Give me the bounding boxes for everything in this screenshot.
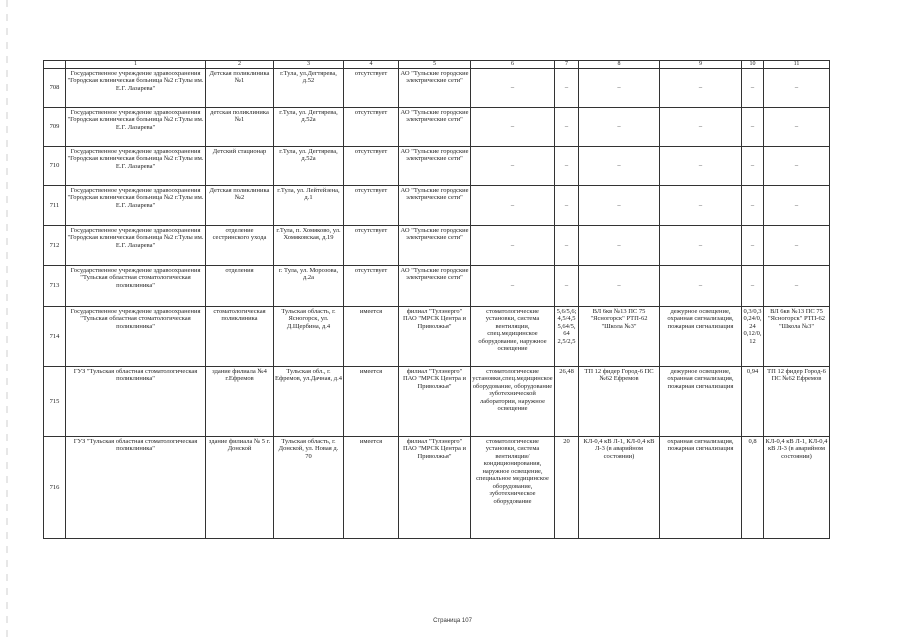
- table-cell: отсутствует: [344, 226, 399, 266]
- table-cell: Государственное учреждение здравоохранения "Городская клиническая больница №2 г.Тулы им. Е.Г. Лазарева": [66, 69, 206, 108]
- table-cell: 20: [555, 437, 579, 539]
- table-cell: ВЛ 6кв №13 ПС 75 "Ясногорск" РТП-62 "Школа №3": [764, 307, 830, 367]
- row-number: 712: [44, 226, 66, 266]
- table-cell: Детский стационар: [206, 147, 274, 186]
- table-cell: –: [764, 108, 830, 147]
- table-cell: ГУЗ "Тульская областная стоматологическая поликлиника": [66, 367, 206, 437]
- header-cell: 1: [66, 61, 206, 69]
- table-cell: –: [764, 266, 830, 307]
- table-cell: Государственное учреждение здравоохранения "Городская клиническая больница №2 г.Тулы им. Е.Г. Лазарева": [66, 147, 206, 186]
- table-cell: отсутствует: [344, 147, 399, 186]
- table-cell: ВЛ 6кв №13 ПС 75 "Ясногорск" РТП-62 "Школа №3": [579, 307, 660, 367]
- table-cell: –: [764, 186, 830, 226]
- table-cell: –: [555, 266, 579, 307]
- table-cell: АО "Тульские городские электрические сети": [399, 108, 471, 147]
- table-cell: АО "Тульские городские электрические сети": [399, 226, 471, 266]
- table-cell: 0,94: [742, 367, 764, 437]
- table-cell: дежурное освещение, охранная сигнализация, пожарная сигнализация: [660, 367, 742, 437]
- header-cell: 4: [344, 61, 399, 69]
- table-cell: –: [660, 69, 742, 108]
- table-cell: стоматологические установки, система вентиляции, спец.медицинское оборудование, наружное освещение: [471, 307, 555, 367]
- table-cell: Тульская область, г. Ясногорск, ул. Д.Щербина, д.4: [274, 307, 344, 367]
- table-cell: г. Тула, ул. Морозова, д.2а: [274, 266, 344, 307]
- table-row: [44, 147, 830, 186]
- row-number: 709: [44, 108, 66, 147]
- table-cell: 0,3/0,3 0,24/0,24 0,12/0,12: [742, 307, 764, 367]
- table-cell: отсутствует: [344, 266, 399, 307]
- table-cell: 0,8: [742, 437, 764, 539]
- header-cell: 5: [399, 61, 471, 69]
- table-cell: Детская поликлиника №1: [206, 69, 274, 108]
- table-cell: –: [471, 266, 555, 307]
- table-cell: Тульская область, г. Донской, ул. Новая д. 70: [274, 437, 344, 539]
- header-cell-index: [44, 61, 66, 69]
- table-cell: –: [742, 226, 764, 266]
- table-row: [44, 307, 830, 367]
- row-number: 714: [44, 307, 66, 367]
- table-cell: –: [555, 147, 579, 186]
- table-cell: г.Тула, ул. Лейтейзена, д.1: [274, 186, 344, 226]
- table-cell: Тульская обл., г. Ефремов, ул.Дачная, д.4: [274, 367, 344, 437]
- table-cell: –: [579, 69, 660, 108]
- table-row: [44, 437, 830, 539]
- table-cell: КЛ-0,4 кВ Л-1, КЛ-0,4 кВ Л-3 (в аварийном состоянии): [579, 437, 660, 539]
- table-cell: –: [660, 147, 742, 186]
- table-row: [44, 266, 830, 307]
- header-cell: 6: [471, 61, 555, 69]
- table-cell: –: [742, 266, 764, 307]
- table-cell: 5,6/5,6; 4,5/4,5 5,64/5,64 2,5/2,5: [555, 307, 579, 367]
- header-cell: 9: [660, 61, 742, 69]
- table-cell: ТП 12 фидер Город-6 ПС №62 Ефремов: [764, 367, 830, 437]
- table-cell: имеется: [344, 367, 399, 437]
- table-cell: Государственное учреждение здравоохранения "Городская клиническая больница №2 г.Тулы им. Е.Г. Лазарева": [66, 186, 206, 226]
- table-cell: –: [579, 108, 660, 147]
- table-cell: –: [471, 147, 555, 186]
- table-cell: дежурное освещение, охранная сигнализация, пожарная сигнализация: [660, 307, 742, 367]
- row-number: 710: [44, 147, 66, 186]
- table-cell: Детская поликлиника №2: [206, 186, 274, 226]
- table-row: [44, 108, 830, 147]
- row-number: 708: [44, 69, 66, 108]
- table-cell: –: [742, 108, 764, 147]
- table-cell: –: [555, 186, 579, 226]
- table-cell: здание филиала № 5 г. Донской: [206, 437, 274, 539]
- table-cell: отсутствует: [344, 186, 399, 226]
- table-cell: АО "Тульские городские электрические сети": [399, 147, 471, 186]
- margin-decoration: [6, 0, 8, 640]
- table-cell: Государственное учреждение здравоохранения "Городская клиническая больница №2 г.Тулы им. Е.Г. Лазарева": [66, 108, 206, 147]
- header-row: [44, 61, 830, 69]
- table-cell: АО "Тульские городские электрические сети": [399, 266, 471, 307]
- table-cell: здание филиала №4 г.Ефремов: [206, 367, 274, 437]
- table-cell: –: [579, 147, 660, 186]
- table-cell: отделение сестринского ухода: [206, 226, 274, 266]
- header-cell: 3: [274, 61, 344, 69]
- table-row: [44, 186, 830, 226]
- table-cell: имеется: [344, 437, 399, 539]
- document-table: [43, 60, 830, 539]
- table-cell: детская поликлиника №1: [206, 108, 274, 147]
- table-cell: стоматологическая поликлиника: [206, 307, 274, 367]
- table-cell: Государственное учреждение здравоохранения "Тульская областная стоматологическая поликлиника": [66, 266, 206, 307]
- table-cell: –: [660, 108, 742, 147]
- table-cell: охранная сигнализация, пожарная сигнализация: [660, 437, 742, 539]
- header-cell: 8: [579, 61, 660, 69]
- table-cell: Государственное учреждение здравоохранения "Тульская областная стоматологическая поликлиника": [66, 307, 206, 367]
- table-cell: ГУЗ "Тульская областная стоматологическая поликлиника": [66, 437, 206, 539]
- table-cell: –: [471, 108, 555, 147]
- table-cell: –: [471, 69, 555, 108]
- table-cell: имеется: [344, 307, 399, 367]
- row-number: 713: [44, 266, 66, 307]
- table-cell: –: [555, 226, 579, 266]
- table-cell: г.Тула, п. Хомяково, ул. Хомяковская, д.19: [274, 226, 344, 266]
- table-cell: отделения: [206, 266, 274, 307]
- table-cell: –: [764, 226, 830, 266]
- table-cell: г.Тула, ул. Дегтярева, д.52а: [274, 147, 344, 186]
- table-cell: –: [660, 186, 742, 226]
- table-cell: филиал "Тулэнерго" ПАО "МРСК Центра и Приволжья": [399, 437, 471, 539]
- table-cell: –: [471, 226, 555, 266]
- table-cell: –: [579, 266, 660, 307]
- table-cell: Государственное учреждение здравоохранения "Городская клиническая больница №2 г.Тулы им. Е.Г. Лазарева": [66, 226, 206, 266]
- table-cell: –: [660, 266, 742, 307]
- table-cell: –: [471, 186, 555, 226]
- table-cell: –: [742, 186, 764, 226]
- table-row: [44, 69, 830, 108]
- table-cell: АО "Тульские городские электрические сети": [399, 69, 471, 108]
- table-cell: стоматологические установки,спец.медицинское оборудование, оборудование зуботехнической лаборатории, наружное освещение: [471, 367, 555, 437]
- table-cell: г.Тула, ул. Дегтярева, д.52а: [274, 108, 344, 147]
- row-number: 711: [44, 186, 66, 226]
- header-cell: 2: [206, 61, 274, 69]
- page-number: Страница 107: [433, 618, 472, 624]
- table-cell: –: [555, 69, 579, 108]
- table-cell: –: [742, 69, 764, 108]
- row-number: 716: [44, 437, 66, 539]
- table-cell: –: [764, 69, 830, 108]
- table-cell: –: [660, 226, 742, 266]
- table-cell: –: [742, 147, 764, 186]
- table-cell: ТП 12 фидер Город-6 ПС №62 Ефремов: [579, 367, 660, 437]
- table-row: [44, 367, 830, 437]
- table-cell: КЛ-0,4 кВ Л-1, КЛ-0,4 кВ Л-3 (в аварийном состоянии): [764, 437, 830, 539]
- header-cell: 10: [742, 61, 764, 69]
- table-row: [44, 226, 830, 266]
- header-cell: 7: [555, 61, 579, 69]
- table-cell: отсутствует: [344, 108, 399, 147]
- table-cell: филиал "Тулэнерго" ПАО "МРСК Центра и Приволжья": [399, 307, 471, 367]
- table-cell: –: [764, 147, 830, 186]
- table-cell: –: [555, 108, 579, 147]
- table-cell: 26,48: [555, 367, 579, 437]
- table-cell: –: [579, 226, 660, 266]
- table-cell: АО "Тульские городские электрические сети": [399, 186, 471, 226]
- table-cell: отсутствует: [344, 69, 399, 108]
- table-cell: –: [579, 186, 660, 226]
- table-cell: филиал "Тулэнерго" ПАО "МРСК Центра и Приволжья": [399, 367, 471, 437]
- table-cell: стоматологические установки, система вентиляции/кондиционирования, наружное освещение, специальное медицинское оборудование, зуботехническое оборудование: [471, 437, 555, 539]
- header-cell: 11: [764, 61, 830, 69]
- row-number: 715: [44, 367, 66, 437]
- table-cell: г.Тула, ул.Дегтярева, д.52: [274, 69, 344, 108]
